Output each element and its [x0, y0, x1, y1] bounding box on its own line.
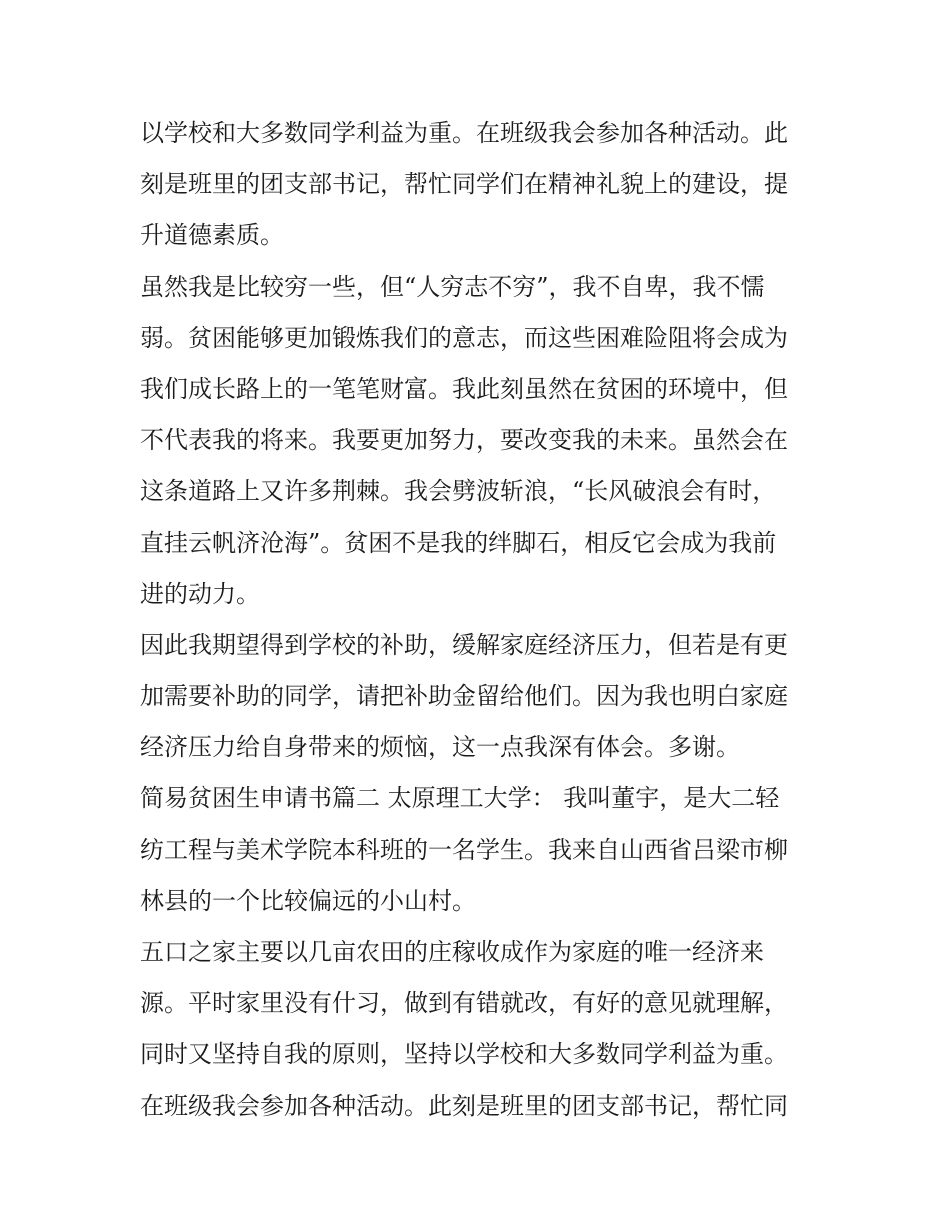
body-text	[140, 108, 820, 1132]
text-line: 经济压力给自身带来的烦恼，这一点我深有体会。多谢。	[140, 733, 740, 762]
text-line: 直挂云帆济沧海”。贫困不是我的绊脚石，相反它会成为我前	[140, 528, 777, 557]
text-line: 五口之家主要以几亩农田的庄稼收成作为家庭的唯一经济来	[140, 938, 764, 966]
text-line: 虽然我是比较穷一些，但“人穷志不穷”，我不自卑，我不懦	[140, 272, 765, 301]
text-line: 纺工程与美术学院本科班的一名学生。我来自山西省吕梁市柳	[140, 835, 788, 864]
text-line: 简易贫困生申请书篇二 太原理工大学： 我叫董宇，是大二轻	[140, 784, 780, 813]
text-line: 源。平时家里没有什习，做到有错就改，有好的意见就理解，	[140, 989, 788, 1018]
text-line: 我们成长路上的一笔笔财富。我此刻虽然在贫困的环境中，但	[140, 374, 788, 403]
text-line: 弱。贫困能够更加锻炼我们的意志，而这些困难险阻将会成为	[140, 323, 788, 352]
text-line: 以学校和大多数同学利益为重。在班级我会参加各种活动。此	[140, 119, 788, 147]
text-line: 进的动力。	[140, 579, 260, 608]
text-line: 不代表我的将来。我要更加努力，要改变我的未来。虽然会在	[140, 426, 788, 455]
text-line: 林县的一个比较偏远的小山村。	[140, 886, 476, 915]
text-line: 刻是班里的团支部书记，帮忙同学们在精神礼貌上的建设，提	[140, 170, 788, 199]
text-line: 因此我期望得到学校的补助，缓解家庭经济压力，但若是有更	[140, 630, 788, 659]
text-line: 同时又坚持自我的原则，坚持以学校和大多数同学利益为重。	[140, 1040, 788, 1069]
text-line: 在班级我会参加各种活动。此刻是班里的团支部书记，帮忙同	[140, 1091, 788, 1120]
text-line: 升道德素质。	[140, 221, 284, 250]
text-line: 这条道路上又许多荆棘。我会劈波斩浪，“长风破浪会有时，	[140, 477, 777, 506]
text-line: 加需要补助的同学，请把补助金留给他们。因为我也明白家庭	[140, 682, 788, 711]
